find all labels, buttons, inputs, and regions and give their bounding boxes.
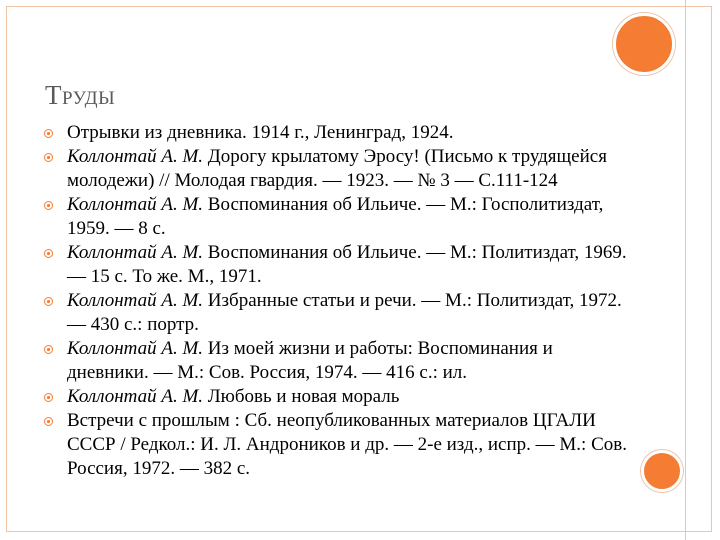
decorative-circle-bottom bbox=[641, 450, 683, 492]
item-author: Коллонтай А. М. bbox=[67, 290, 204, 311]
item-text: Отрывки из дневника. 1914 г., Ленинград, 1924. bbox=[67, 122, 454, 143]
frame-vertical-line bbox=[685, 0, 686, 540]
item-text: Воспоминания об Ильиче. — М.: Госполитиздат, 1959. — 8 с. bbox=[67, 194, 604, 239]
list-item bbox=[42, 289, 637, 337]
item-text: Воспоминания об Ильиче. — М.: Политиздат, 1969. — 15 с. То же. М., 1971. bbox=[67, 242, 627, 287]
ring-bullet-icon bbox=[44, 201, 53, 210]
list-item bbox=[42, 121, 637, 145]
ring-bullet-icon bbox=[44, 249, 53, 258]
item-author: Коллонтай А. М. bbox=[67, 338, 204, 359]
list-item bbox=[42, 145, 637, 193]
item-text: Любовь и новая мораль bbox=[203, 386, 400, 407]
list-item bbox=[42, 385, 637, 409]
list-item bbox=[42, 241, 637, 289]
item-author: Коллонтай А. М. bbox=[67, 386, 204, 407]
list-item bbox=[42, 409, 637, 481]
item-author: Коллонтай А. М. bbox=[67, 146, 204, 167]
item-text: Встречи с прошлым : Сб. неопубликованных материалов ЦГАЛИ СССР / Редкол.: И. Л. Андроников и др. — 2-е изд., испр. — М.: Сов. Россия, 1972. — 382 с. bbox=[67, 410, 627, 479]
title-rest: РУДЫ bbox=[62, 88, 116, 109]
ring-bullet-icon bbox=[44, 297, 53, 306]
ring-bullet-icon bbox=[44, 393, 53, 402]
ring-bullet-icon bbox=[44, 129, 53, 138]
title-first-letter: Т bbox=[45, 80, 62, 110]
ring-bullet-icon bbox=[44, 417, 53, 426]
item-author: Коллонтай А. М. bbox=[67, 194, 204, 215]
item-author: Коллонтай А. М. bbox=[67, 242, 204, 263]
page-title bbox=[45, 80, 115, 111]
list-item bbox=[42, 193, 637, 241]
decorative-circle-top bbox=[613, 13, 675, 75]
item-text: Дорогу крылатому Эросу! (Письмо к трудящейся молодежи) // Молодая гвардия. — 1923. — № 3 — С.111-124 bbox=[67, 146, 607, 191]
works-list bbox=[42, 121, 637, 481]
ring-bullet-icon bbox=[44, 345, 53, 354]
ring-bullet-icon bbox=[44, 153, 53, 162]
item-text: Избранные статьи и речи. — М.: Политиздат, 1972. — 430 с.: портр. bbox=[67, 290, 622, 335]
item-text: Из моей жизни и работы: Воспоминания и дневники. — М.: Сов. Россия, 1974. — 416 с.: ил. bbox=[67, 338, 553, 383]
list-item bbox=[42, 337, 637, 385]
